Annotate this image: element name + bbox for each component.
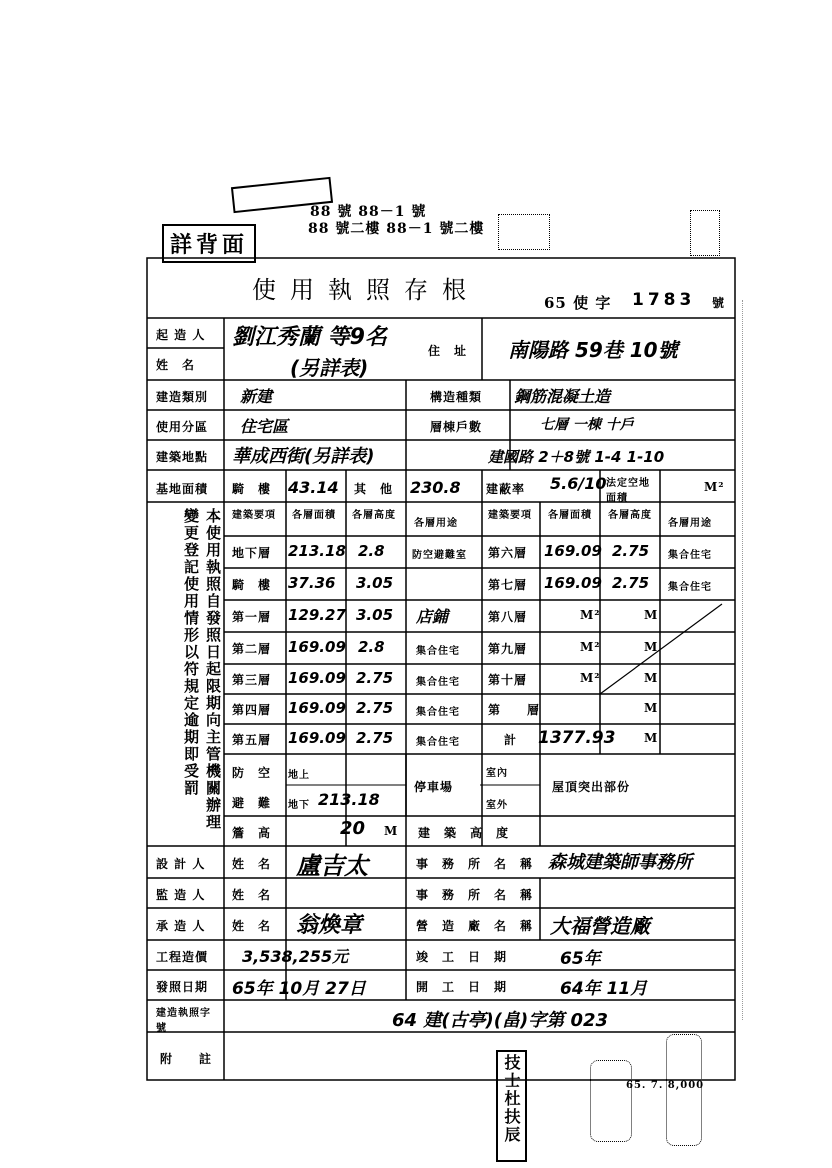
- air-raid-area: 213.18: [318, 790, 380, 809]
- label-company: 營 造 廠 名 稱: [416, 919, 534, 933]
- unit-m-f10: M: [644, 671, 659, 685]
- arcade-row-area: 37.36: [288, 574, 336, 592]
- label-roof: 屋頂突出部份: [552, 780, 631, 794]
- contractor-name: 翁煥章: [296, 913, 363, 938]
- open-space-unit: M²: [704, 480, 725, 494]
- label-contractor: 承 造 人: [156, 919, 206, 933]
- floor-2-area: 169.09: [288, 638, 346, 656]
- col-area-right: 各層面積: [548, 510, 592, 521]
- unit-m-f8: M: [644, 608, 659, 622]
- label-designer-name: 姓 名: [232, 857, 272, 871]
- floor-4-use: 集合住宅: [416, 707, 460, 718]
- permit-number: 64 建(古亭)(畠)字第 023: [392, 1010, 609, 1031]
- basement-area: 213.18: [288, 542, 346, 560]
- label-structure-type: 構造種類: [430, 390, 483, 404]
- floor-7-area: 169.09: [544, 574, 602, 592]
- floor-1-use: 店鋪: [416, 607, 449, 626]
- issue-date: 65年 10月 27日: [232, 979, 366, 999]
- location-address: 建國路 2＋8號 1-4 1-10: [488, 448, 665, 466]
- label-open-space: 法定空地面積: [606, 478, 650, 504]
- applicant-name: 劉江秀蘭 等9名: [232, 325, 387, 350]
- floor-3-use: 集合住宅: [416, 677, 460, 688]
- floor-6-use: 集合住宅: [668, 550, 712, 561]
- row-floor-5: 第五層: [232, 733, 272, 747]
- row-basement: 地下層: [232, 546, 272, 560]
- row-floor-1: 第一層: [232, 610, 272, 624]
- basement-use: 防空避難室: [412, 550, 467, 561]
- row-floor-7: 第七層: [488, 578, 528, 592]
- arcade-row-height: 3.05: [356, 574, 394, 592]
- col-use-left: 各層用途: [414, 518, 458, 529]
- col-item-left: 建築要項: [232, 510, 276, 521]
- row-floor-n: 第 層: [488, 703, 541, 717]
- builder: 大福營造廠: [550, 914, 650, 938]
- row-floor-3: 第三層: [232, 673, 272, 687]
- col-height-left: 各層高度: [352, 510, 396, 521]
- floor-3-height: 2.75: [356, 669, 394, 687]
- start-date: 64年 11月: [560, 979, 648, 999]
- row-floor-2: 第二層: [232, 642, 272, 656]
- label-other: 其 他: [354, 482, 394, 496]
- label-building-type: 建造類別: [156, 390, 209, 404]
- floor-7-height: 2.75: [612, 574, 650, 592]
- label-remarks: 附 註: [160, 1052, 213, 1066]
- eave-unit: M: [384, 824, 399, 838]
- label-zoning: 使用分區: [156, 420, 209, 434]
- label-permit: 建造執照字號: [156, 1008, 211, 1034]
- basement-height: 2.8: [358, 542, 385, 560]
- form-title: 使用執照存根: [252, 276, 480, 304]
- building-type: 新建: [240, 387, 273, 406]
- label-designer: 設 計 人: [156, 857, 206, 871]
- label-cost: 工程造價: [156, 950, 209, 964]
- completion-date: 65年: [560, 949, 601, 969]
- coverage: 5.6/10: [550, 474, 607, 493]
- location: 華成西街(另詳表): [232, 446, 375, 467]
- row-floor-10: 第十層: [488, 673, 528, 687]
- unit-m-total: M: [644, 731, 659, 745]
- label-issue: 發照日期: [156, 980, 209, 994]
- floor-6-height: 2.75: [612, 542, 650, 560]
- floors-units: 七層 一棟 十戶: [540, 417, 634, 433]
- label-arcade: 騎 樓: [232, 482, 272, 496]
- label-contractor-name: 姓 名: [232, 919, 272, 933]
- row-floor-8: 第八層: [488, 610, 528, 624]
- label-completion: 竣 工 日 期: [416, 950, 508, 964]
- floor-2-use: 集合住宅: [416, 646, 460, 657]
- round-seal-2: [666, 1034, 702, 1146]
- detail-stamp: 詳背面: [162, 224, 256, 263]
- floor-6-area: 169.09: [544, 542, 602, 560]
- label-above: 地上: [288, 770, 310, 781]
- adjacent-page-fragment: [742, 300, 831, 1020]
- unit-m-f9: M: [644, 640, 659, 654]
- label-supervisor-name: 姓 名: [232, 888, 272, 902]
- label-parking: 停車場: [414, 780, 454, 794]
- floor-4-area: 169.09: [288, 699, 346, 717]
- floor-7-use: 集合住宅: [668, 582, 712, 593]
- floor-5-area: 169.09: [288, 729, 346, 747]
- registration-line-1: 88 號 88－1 號: [310, 204, 427, 220]
- label-start: 開 工 日 期: [416, 980, 508, 994]
- license-number: 1783: [632, 290, 696, 310]
- label-coverage: 建蔽率: [486, 482, 526, 496]
- floor-1-height: 3.05: [356, 606, 394, 624]
- technician-stamp: 技士杜扶辰: [496, 1050, 527, 1162]
- label-design-office: 事 務 所 名 稱: [416, 857, 534, 871]
- designer-name: 盧吉太: [296, 852, 368, 880]
- label-building-height: 建 築 高 度: [418, 826, 510, 840]
- total-area: 1377.93: [538, 728, 616, 748]
- row-floor-4: 第四層: [232, 703, 272, 717]
- label-indoor: 室內: [486, 768, 508, 779]
- floor-1-area: 129.27: [288, 606, 346, 624]
- label-floors-units: 層棟戶數: [430, 420, 483, 434]
- label-supervisor-office: 事 務 所 名 稱: [416, 888, 534, 902]
- row-total: 計: [504, 733, 518, 747]
- col-area-left: 各層面積: [292, 510, 336, 521]
- other-area: 230.8: [410, 478, 461, 497]
- col-height-right: 各層高度: [608, 510, 652, 521]
- unit-m-fn: M: [644, 701, 659, 715]
- row-floor-9: 第九層: [488, 642, 528, 656]
- registration-line-2: 88 號二樓 88－1 號二樓: [308, 221, 485, 237]
- print-code: 65. 7. 8,000: [626, 1080, 705, 1091]
- unit-m2-f9: M²: [580, 640, 601, 654]
- side-note: 本使用執照自發照日起限期向主管機關辦理變更登記使用情形以符規定逾期即受罰: [182, 508, 222, 831]
- applicant-note: (另詳表): [290, 356, 369, 380]
- label-eave: 簷 高: [232, 826, 272, 840]
- unit-m2-f10: M²: [580, 671, 601, 685]
- label-below: 地下: [288, 800, 310, 811]
- unit-m2-f8: M²: [580, 608, 601, 622]
- design-office: 森城建築師事務所: [548, 852, 692, 873]
- label-air-raid-1: 防 空: [232, 766, 272, 780]
- eave-height: 20: [340, 818, 366, 839]
- col-use-right: 各層用途: [668, 518, 712, 529]
- floor-5-use: 集合住宅: [416, 737, 460, 748]
- applicant-address: 南陽路 59巷 10號: [508, 338, 678, 362]
- floor-5-height: 2.75: [356, 729, 394, 747]
- label-address: 住 址: [428, 344, 468, 358]
- floor-2-height: 2.8: [358, 638, 385, 656]
- license-prefix: 65 使 字: [544, 294, 612, 312]
- label-applicant-2: 姓 名: [156, 358, 196, 372]
- label-outdoor: 室外: [486, 800, 508, 811]
- label-location: 建築地點: [156, 450, 209, 464]
- arcade-area: 43.14: [288, 478, 339, 497]
- floor-3-area: 169.09: [288, 669, 346, 687]
- zoning: 住宅區: [240, 417, 289, 436]
- cost: 3,538,255元: [242, 947, 349, 966]
- row-arcade: 騎 樓: [232, 578, 272, 592]
- label-air-raid-2: 避 難: [232, 796, 272, 810]
- round-seal-1: [590, 1060, 632, 1142]
- col-item-right: 建築要項: [488, 510, 532, 521]
- floor-4-height: 2.75: [356, 699, 394, 717]
- row-floor-6: 第六層: [488, 546, 528, 560]
- label-applicant-1: 起 造 人: [156, 328, 206, 342]
- label-site-area: 基地面積: [156, 482, 209, 496]
- label-supervisor: 監 造 人: [156, 888, 206, 902]
- structure-type: 鋼筋混凝土造: [514, 387, 611, 406]
- license-suffix: 號: [712, 296, 726, 310]
